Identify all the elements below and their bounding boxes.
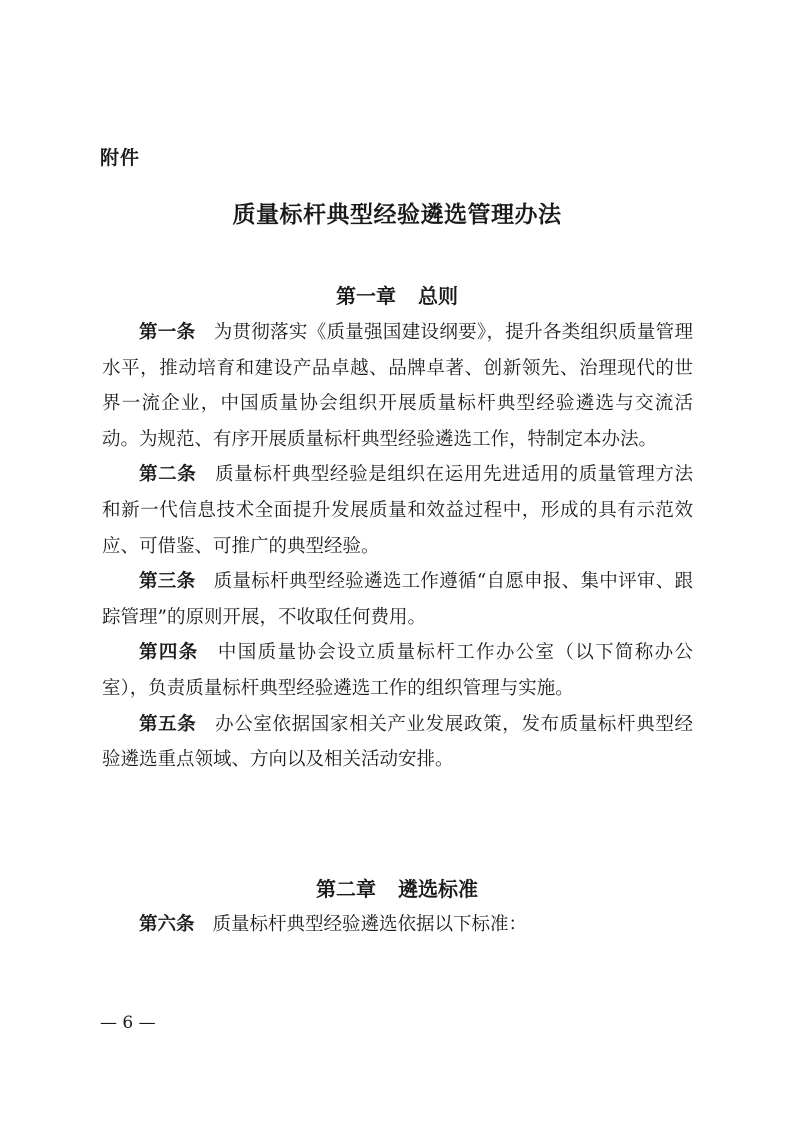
chapter-2-body [102, 907, 693, 943]
article-2 [102, 457, 693, 564]
article-text: 办公室依据国家相关产业发展政策，发布质量标杆典型经验遴选重点领域、方向以及相关活动安排。 [102, 713, 693, 771]
article-number: 第六条 [139, 914, 195, 935]
chapter-name: 总则 [418, 284, 458, 308]
article-4 [102, 635, 693, 706]
article-1 [102, 315, 693, 457]
article-text: 为贯彻落实《质量强国建设纲要》，提升各类组织质量管理水平，推动培育和建设产品卓越、品牌卓著、创新领先、治理现代的世界一流企业，中国质量协会组织开展质量标杆典型经验遴选与交流活动。为规范、有序开展质量标杆典型经验遴选工作，特制定本办法。 [102, 322, 693, 450]
article-text: 质量标杆典型经验遴选工作遵循“自愿申报、集中评审、跟踪管理”的原则开展，不收取任何费用。 [102, 571, 693, 628]
article-text: 质量标杆典型经验是组织在运用先进适用的质量管理方法和新一代信息技术全面提升发展质量和效益过程中，形成的具有示范效应、可借鉴、可推广的典型经验。 [102, 464, 693, 557]
chapter-number: 第二章 [316, 877, 376, 901]
document-title: 质量标杆典型经验遴选管理办法 [232, 202, 562, 228]
article-number: 第五条 [139, 713, 197, 735]
chapter-heading-1 [0, 280, 794, 309]
attachment-label: 附件 [100, 147, 141, 169]
page-number: — 6 — [100, 1013, 156, 1033]
article-number: 第三条 [139, 571, 196, 593]
chapter-name: 遴选标准 [398, 877, 478, 901]
article-number: 第二条 [139, 464, 197, 486]
article-text: 质量标杆典型经验遴选依据以下标准： [212, 914, 528, 935]
article-6 [102, 907, 693, 943]
chapter-1-body [102, 315, 693, 778]
article-5 [102, 707, 693, 778]
chapter-number: 第一章 [336, 284, 396, 308]
article-number: 第一条 [139, 322, 196, 343]
article-number: 第四条 [139, 642, 199, 664]
article-text: 中国质量协会设立质量标杆工作办公室（以下简称办公室），负责质量标杆典型经验遴选工作的组织管理与实施。 [102, 642, 693, 699]
article-3 [102, 564, 693, 635]
chapter-heading-2 [0, 873, 794, 902]
